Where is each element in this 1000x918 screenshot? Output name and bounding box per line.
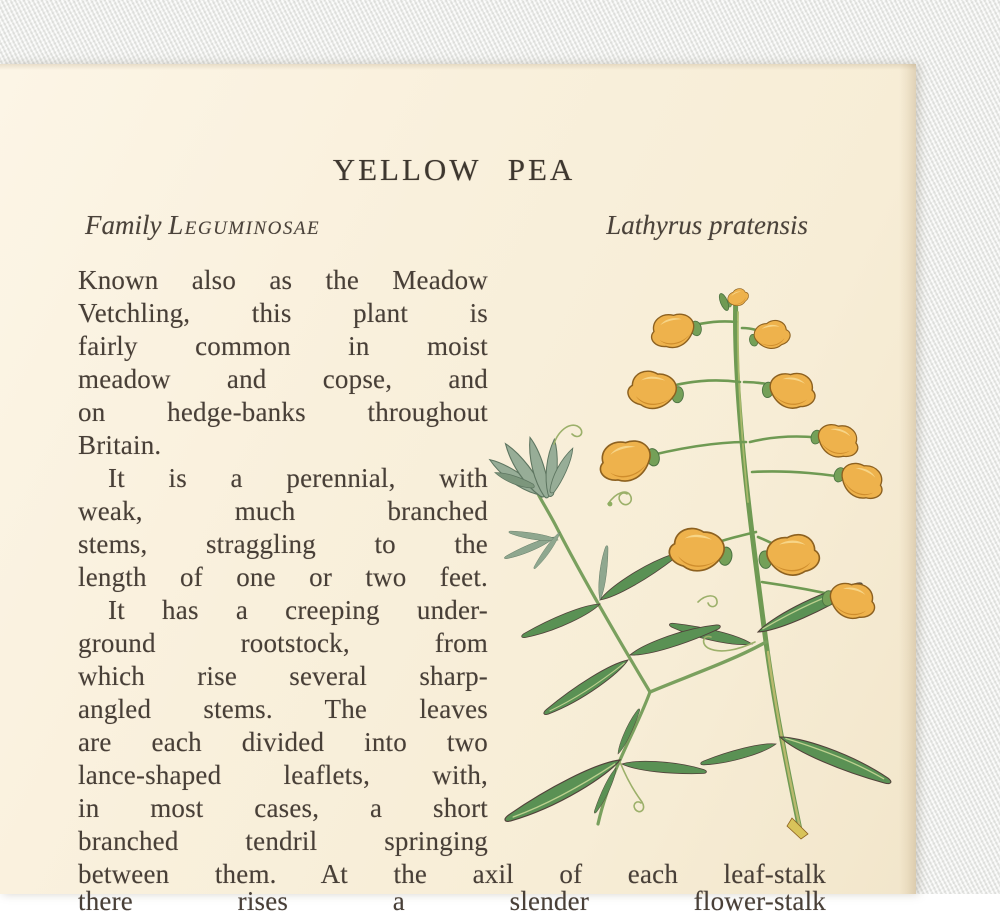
family-name: Family Leguminosae [85,210,321,240]
body-line: meadow and copse, and [78,364,488,394]
body-line: stems, straggling to the [78,529,488,559]
species-name: Lathyrus pratensis [606,210,808,240]
body-line: are each divided into two [78,727,488,757]
cutoff-line: there rises a slender flower-stalk [78,886,826,916]
body-line: Vetchling, this plant is [78,298,488,328]
taxon-row [78,210,830,241]
plant-illustration [470,282,912,857]
body-line: Known also as the Meadow [78,265,488,295]
leaflets [501,528,894,826]
body-line: branched tendril springing [78,826,488,856]
bottom-line: between them. At the axil of each leaf-stalk [78,859,826,889]
body-line: ground rootstock, from [78,628,488,658]
body-line: fairly common in moist [78,331,488,361]
book-page [0,64,916,916]
body-line: length of one or two feet. [78,562,488,592]
page-top-edge [0,64,916,70]
body-line: angled stems. The leaves [78,694,488,724]
body-line: on hedge-banks throughout [78,397,488,427]
body-line: in most cases, a short [78,793,488,823]
bud-pod-cluster [486,436,576,500]
body-line: It is a perennial, with [108,463,488,493]
body-line: lance-shaped leaflets, with, [78,760,488,790]
page-fore-edge [899,64,916,894]
page-title: YELLOW PEA [332,152,576,187]
body-line: weak, much branched [78,496,488,526]
body-line: which rise several sharp- [78,661,488,691]
body-line: Britain. [78,430,162,460]
body-line: It has a creeping under- [108,595,488,625]
article-column [78,264,488,858]
